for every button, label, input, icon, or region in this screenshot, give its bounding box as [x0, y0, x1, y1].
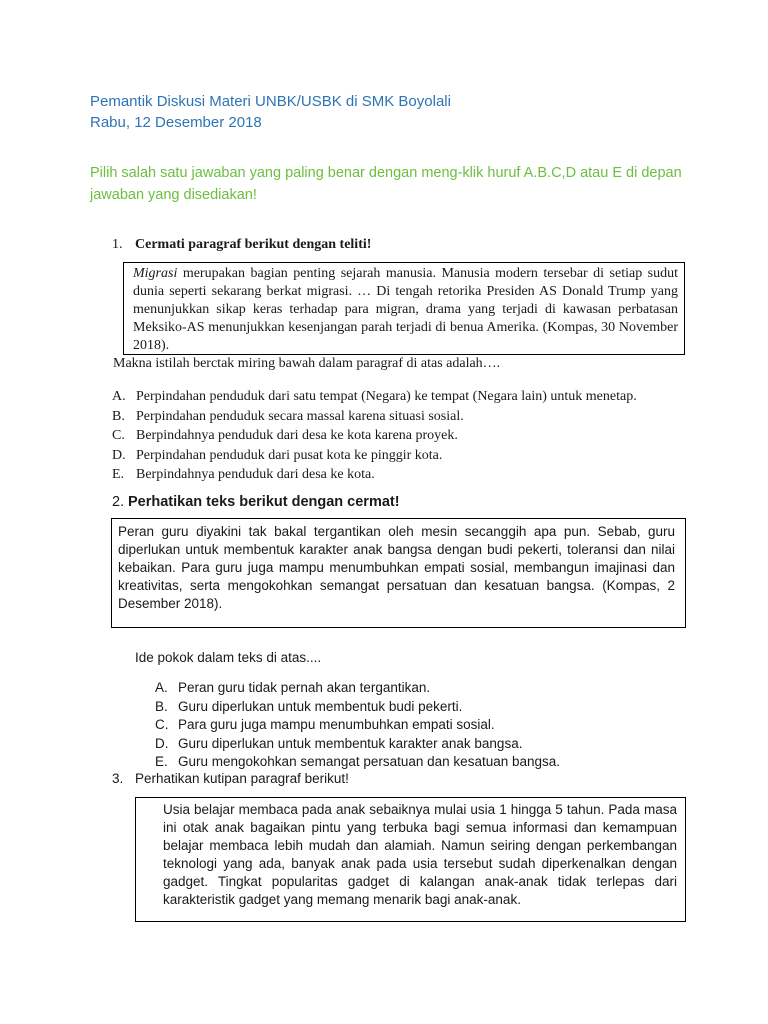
question-2-number: 2.	[112, 494, 125, 510]
question-2-option-d[interactable]	[155, 736, 695, 755]
question-2-option-a[interactable]	[155, 680, 695, 699]
question-1-option-d[interactable]	[112, 448, 712, 468]
instruction-text: Pilih salah satu jawaban yang paling benar dengan meng-klik huruf A.B.C,D atau E di depan jawaban yang disediakan!	[90, 165, 682, 203]
option-text: Guru diperlukan untuk membentuk karakter anak bangsa.	[178, 735, 523, 751]
option-letter[interactable]: B.	[155, 698, 168, 714]
option-text: Peran guru tidak pernah akan tergantikan.	[178, 680, 431, 695]
option-letter[interactable]: D.	[112, 447, 126, 463]
option-text: Perpindahan penduduk secara massal karena situasi sosial.	[136, 408, 464, 424]
option-letter[interactable]: C.	[112, 428, 125, 443]
question-3-passage-box	[135, 797, 686, 922]
document-date: Rabu, 12 Desember 2018	[90, 114, 262, 131]
question-1-option-b[interactable]	[112, 409, 712, 429]
question-1-option-a[interactable]	[112, 389, 712, 409]
question-2-option-b[interactable]	[155, 699, 695, 718]
option-text: Guru mengokohkan semangat persatuan dan kesatuan bangsa.	[178, 754, 561, 769]
question-3-number: 3.	[112, 771, 124, 786]
question-1-passage	[133, 265, 678, 355]
question-2-option-e[interactable]	[155, 754, 695, 773]
question-1-option-e[interactable]	[112, 467, 712, 487]
option-letter[interactable]: B.	[112, 408, 125, 424]
option-letter[interactable]: A.	[112, 389, 126, 404]
question-1-passage-box	[123, 262, 685, 355]
option-text: Berpindahnya penduduk dari desa ke kota.	[136, 467, 375, 482]
question-1-passage-term: Migrasi	[133, 266, 178, 281]
option-text: Guru diperlukan untuk membentuk budi pekerti.	[178, 698, 463, 714]
option-text: Perpindahan penduduk dari pusat kota ke pinggir kota.	[136, 447, 443, 463]
question-2-passage-box	[111, 518, 686, 628]
option-letter[interactable]: E.	[112, 467, 125, 482]
option-letter[interactable]: D.	[155, 735, 169, 751]
question-1-passage-body: merupakan bagian penting sejarah manusia. Manusia modern tersebar di setiap sudut dunia seperti sekarang berkat migrasi. … Di tengah retorika Presiden AS Donald Trump yang menunjukkan sikap keras terhadap para migran, drama yang terjadi di kawasan perbatasan Meksiko-AS menunjukkan kesenjangan parah terjadi di benua Amerika. (Kompas, 30 November 2018).	[133, 266, 678, 353]
question-1-prompt: Makna istilah berctak miring bawah dalam paragraf di atas adalah….	[113, 356, 501, 371]
question-1-option-c[interactable]	[112, 428, 712, 448]
question-3-heading: Perhatikan kutipan paragraf berikut!	[135, 771, 349, 786]
question-2-passage: Peran guru diyakini tak bakal tergantikan oleh mesin secanggih apa pun. Sebab, guru diperlukan untuk membentuk karakter anak bangsa dengan budi pekerti, toleransi dan nilai kebaikan. Para guru juga mampu menumbuhkan empati sosial, membangun imajinasi dan kreativitas, serta mengokohkan semangat persatuan dan kesatuan bangsa. (Kompas, 2 Desember 2018).	[118, 524, 675, 611]
question-2-prompt: Ide pokok dalam teks di atas....	[135, 650, 322, 665]
question-1-options	[112, 389, 712, 487]
option-letter[interactable]: C.	[155, 717, 169, 732]
question-1-heading: Cermati paragraf berikut dengan teliti!	[135, 237, 372, 252]
question-2-option-c[interactable]	[155, 717, 695, 736]
option-text: Berpindahnya penduduk dari desa ke kota karena proyek.	[136, 428, 458, 443]
option-letter[interactable]: E.	[155, 754, 168, 769]
option-text: Para guru juga mampu menumbuhkan empati sosial.	[178, 717, 495, 732]
question-3-passage: Usia belajar membaca pada anak sebaiknya mulai usia 1 hingga 5 tahun. Pada masa ini otak anak bagaikan pintu yang terbuka bagi semua informasi dan kemampuan belajar membaca lebih mudah dan alamiah. Namun seiring dengan perkembangan teknologi yang ada, banyak anak pada usia tersebut sudah diperkenalkan dengan gadget. Tingkat popularitas gadget di kalangan anak-anak tidak terlepas dari karakteristik gadget yang memang menarik bagi anak-anak.	[163, 802, 677, 907]
document-title: Pemantik Diskusi Materi UNBK/USBK di SMK Boyolali	[90, 93, 451, 110]
option-text: Perpindahan penduduk dari satu tempat (Negara) ke tempat (Negara lain) untuk menetap.	[136, 389, 637, 404]
option-letter[interactable]: A.	[155, 680, 168, 695]
question-2-options	[155, 680, 695, 773]
question-1-number: 1.	[112, 237, 123, 252]
question-2-heading: Perhatikan teks berikut dengan cermat!	[128, 494, 400, 510]
